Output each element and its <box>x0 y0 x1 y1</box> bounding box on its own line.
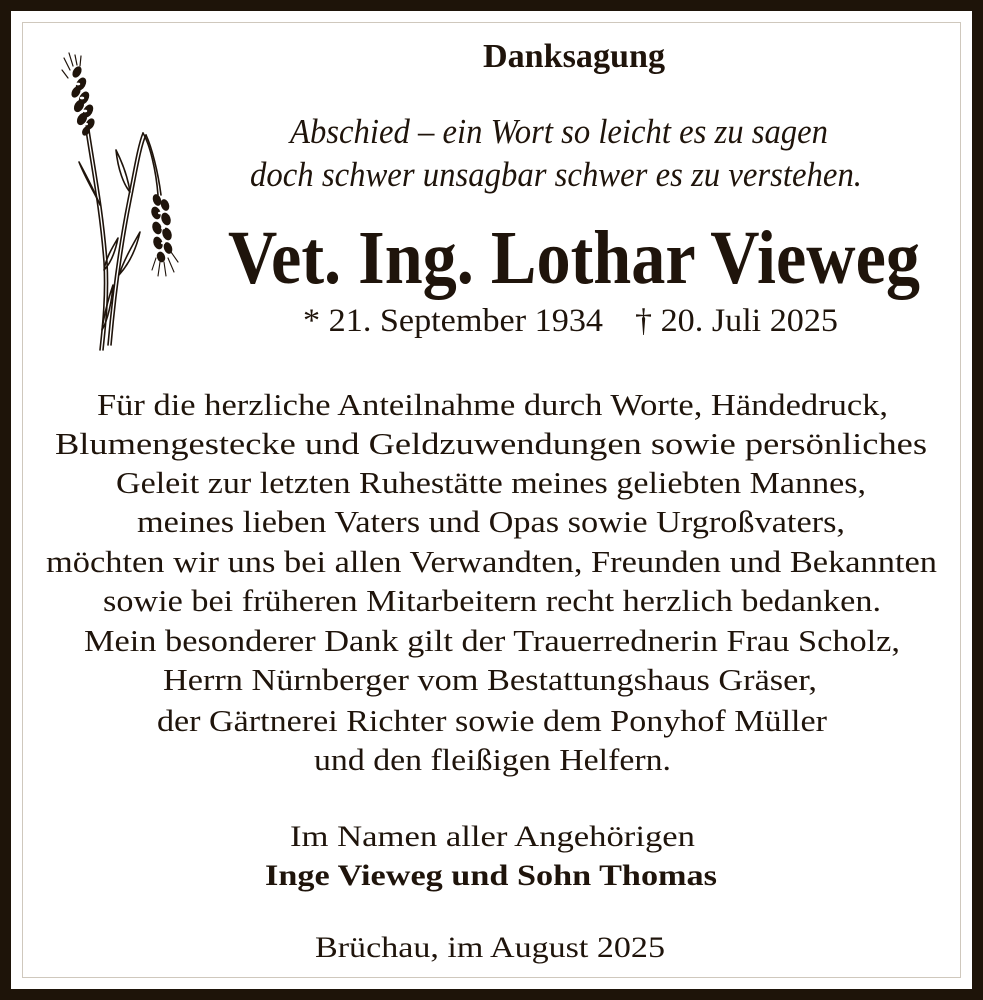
body-line: möchten wir uns bei allen Verwandten, Freunden und Bekannten <box>45 544 937 580</box>
verse-line-2: doch schwer unsagbar schwer es zu verstehen. <box>250 154 862 194</box>
body-line: der Gärtnerei Richter sowie dem Ponyhof Müller <box>157 703 827 739</box>
deceased-name: Vet. Ing. Lothar Vieweg <box>228 216 920 301</box>
signature-names: Inge Vieweg und Sohn Thomas <box>265 858 717 892</box>
body-line: sowie bei früheren Mitarbeitern recht herzlich bedanken. <box>103 583 881 619</box>
place-and-date: Brüchau, im August 2025 <box>315 930 665 964</box>
body-line: und den fleißigen Helfern. <box>313 742 671 778</box>
body-line: Mein besonderer Dank gilt der Trauerrednerin Frau Scholz, <box>84 623 901 659</box>
signature-intro: Im Namen aller Angehörigen <box>289 819 695 853</box>
body-line: meines lieben Vaters und Opas sowie Urgroßvaters, <box>137 504 845 540</box>
body-line: Geleit zur letzten Ruhestätte meines geliebten Mannes, <box>116 465 867 501</box>
birth-date: * 21. September 1934 <box>303 303 603 340</box>
body-line: Herrn Nürnberger vom Bestattungshaus Gräser, <box>163 662 817 698</box>
body-line: Für die herzliche Anteilnahme durch Worte, Händedruck, <box>96 387 888 423</box>
death-date: † 20. Juli 2025 <box>634 303 838 340</box>
verse-line-1: Abschied – ein Wort so leicht es zu sagen <box>290 111 828 151</box>
body-line: Blumengestecke und Geldzuwendungen sowie persönliches <box>55 426 927 462</box>
wheat-ears-icon <box>55 50 185 355</box>
heading-danksagung: Danksagung <box>483 37 665 75</box>
